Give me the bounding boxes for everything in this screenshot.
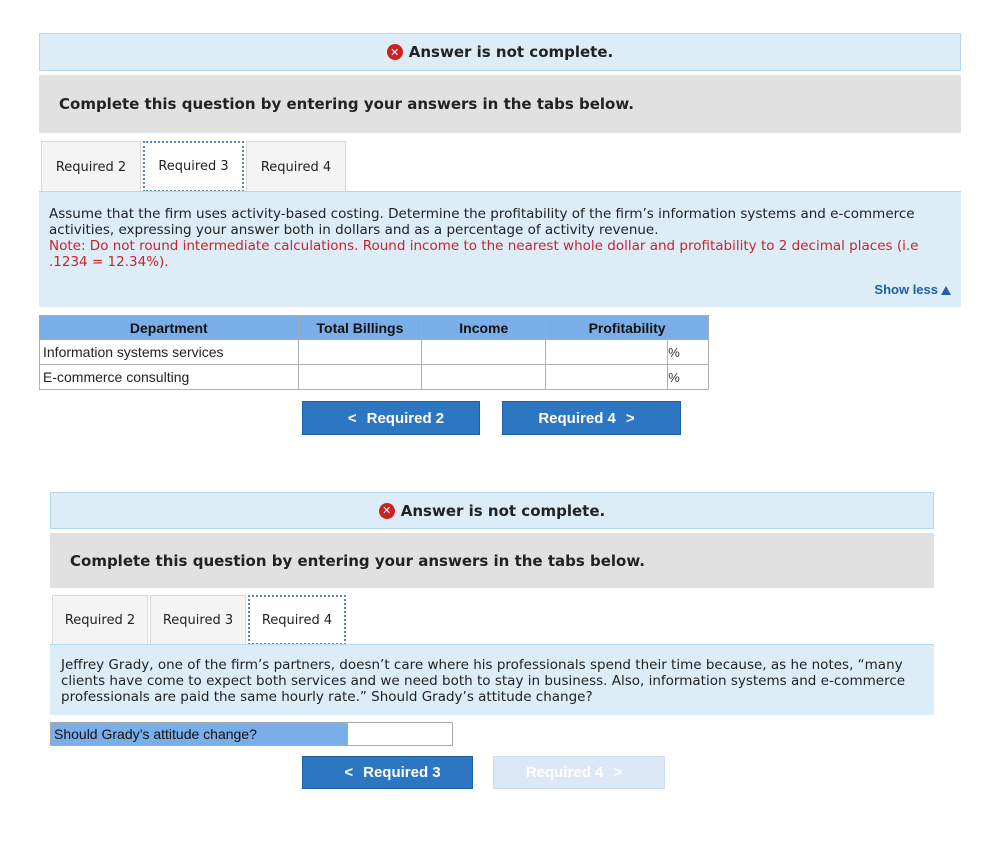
header-department: Department (40, 316, 299, 340)
attitude-answer-input[interactable] (348, 722, 453, 746)
tab-bar (41, 141, 348, 192)
prev-required-2-button[interactable]: < Required 2 (302, 401, 480, 435)
next-required-4-button-disabled: Required 4 > (493, 756, 665, 789)
answer-status-text: Answer is not complete. (400, 501, 606, 520)
instruction-bar-2 (50, 533, 934, 588)
profitability-input-ecommerce[interactable] (546, 365, 668, 390)
prev-required-3-button[interactable]: < Required 3 (302, 756, 473, 789)
percent-unit: % (668, 365, 709, 390)
question-prompt: Jeffrey Grady, one of the firm’s partners, doesn’t care where his professionals spend their time because, as he notes, “many clients have come to expect both services and we need both to stay in business. Also, information systems and e-commerce professionals are paid the same hourly rate.” Should Grady’s attitude change? (61, 657, 906, 705)
billings-input-info-systems[interactable] (298, 340, 422, 365)
triangle-up-icon (941, 286, 951, 295)
row-label: E-commerce consulting (40, 365, 299, 390)
tab-required-4[interactable]: Required 4 (246, 141, 346, 192)
profitability-table (39, 315, 709, 390)
tab-bar-2 (52, 595, 348, 645)
chevron-left-icon: < (344, 764, 354, 781)
percent-unit: % (668, 340, 709, 365)
header-profitability: Profitability (546, 316, 709, 340)
show-less-link[interactable]: Show less (874, 282, 951, 298)
billings-input-ecommerce[interactable] (298, 365, 422, 390)
chevron-left-icon: < (347, 409, 357, 427)
answer-status-text: Answer is not complete. (408, 43, 614, 61)
row-label: Information systems services (40, 340, 299, 365)
chevron-right-icon: > (625, 409, 635, 427)
profitability-input-info-systems[interactable] (546, 340, 668, 365)
chevron-right-icon: > (613, 764, 623, 781)
tab-required-3[interactable]: Required 3 (143, 141, 244, 192)
table-row (40, 365, 709, 390)
tab-required-3[interactable]: Required 3 (150, 595, 246, 645)
instruction-text: Complete this question by entering your answers in the tabs below. (59, 95, 634, 113)
answer-status-banner (39, 33, 961, 71)
x-circle-icon: ✕ (379, 503, 395, 519)
tab-required-2[interactable]: Required 2 (41, 141, 141, 192)
header-income: Income (422, 316, 546, 340)
instruction-text: Complete this question by entering your answers in the tabs below. (70, 551, 645, 570)
answer-status-banner-2 (50, 492, 934, 529)
instruction-bar (39, 75, 961, 133)
question-panel-2 (50, 644, 934, 715)
tab-required-4[interactable]: Required 4 (248, 595, 346, 645)
rounding-note: Note: Do not round intermediate calculations. Round income to the nearest whole dollar and profitability to 2 decimal places (i.e .1234 = 12.34%). (49, 238, 919, 270)
income-input-info-systems[interactable] (422, 340, 546, 365)
question-prompt: Assume that the firm uses activity-based costing. Determine the profitability of the firm’s information systems and e-commerce activities, expressing your answer both in dollars and as a percentage of activity revenue. (49, 206, 915, 238)
header-total-billings: Total Billings (298, 316, 422, 340)
attitude-question-label: Should Grady’s attitude change? (50, 722, 348, 746)
income-input-ecommerce[interactable] (422, 365, 546, 390)
table-row (40, 340, 709, 365)
attitude-question-row (50, 722, 453, 746)
next-required-4-button[interactable]: Required 4 > (502, 401, 681, 435)
x-circle-icon: ✕ (387, 44, 403, 60)
question-panel (39, 191, 961, 307)
tab-required-2[interactable]: Required 2 (52, 595, 148, 645)
